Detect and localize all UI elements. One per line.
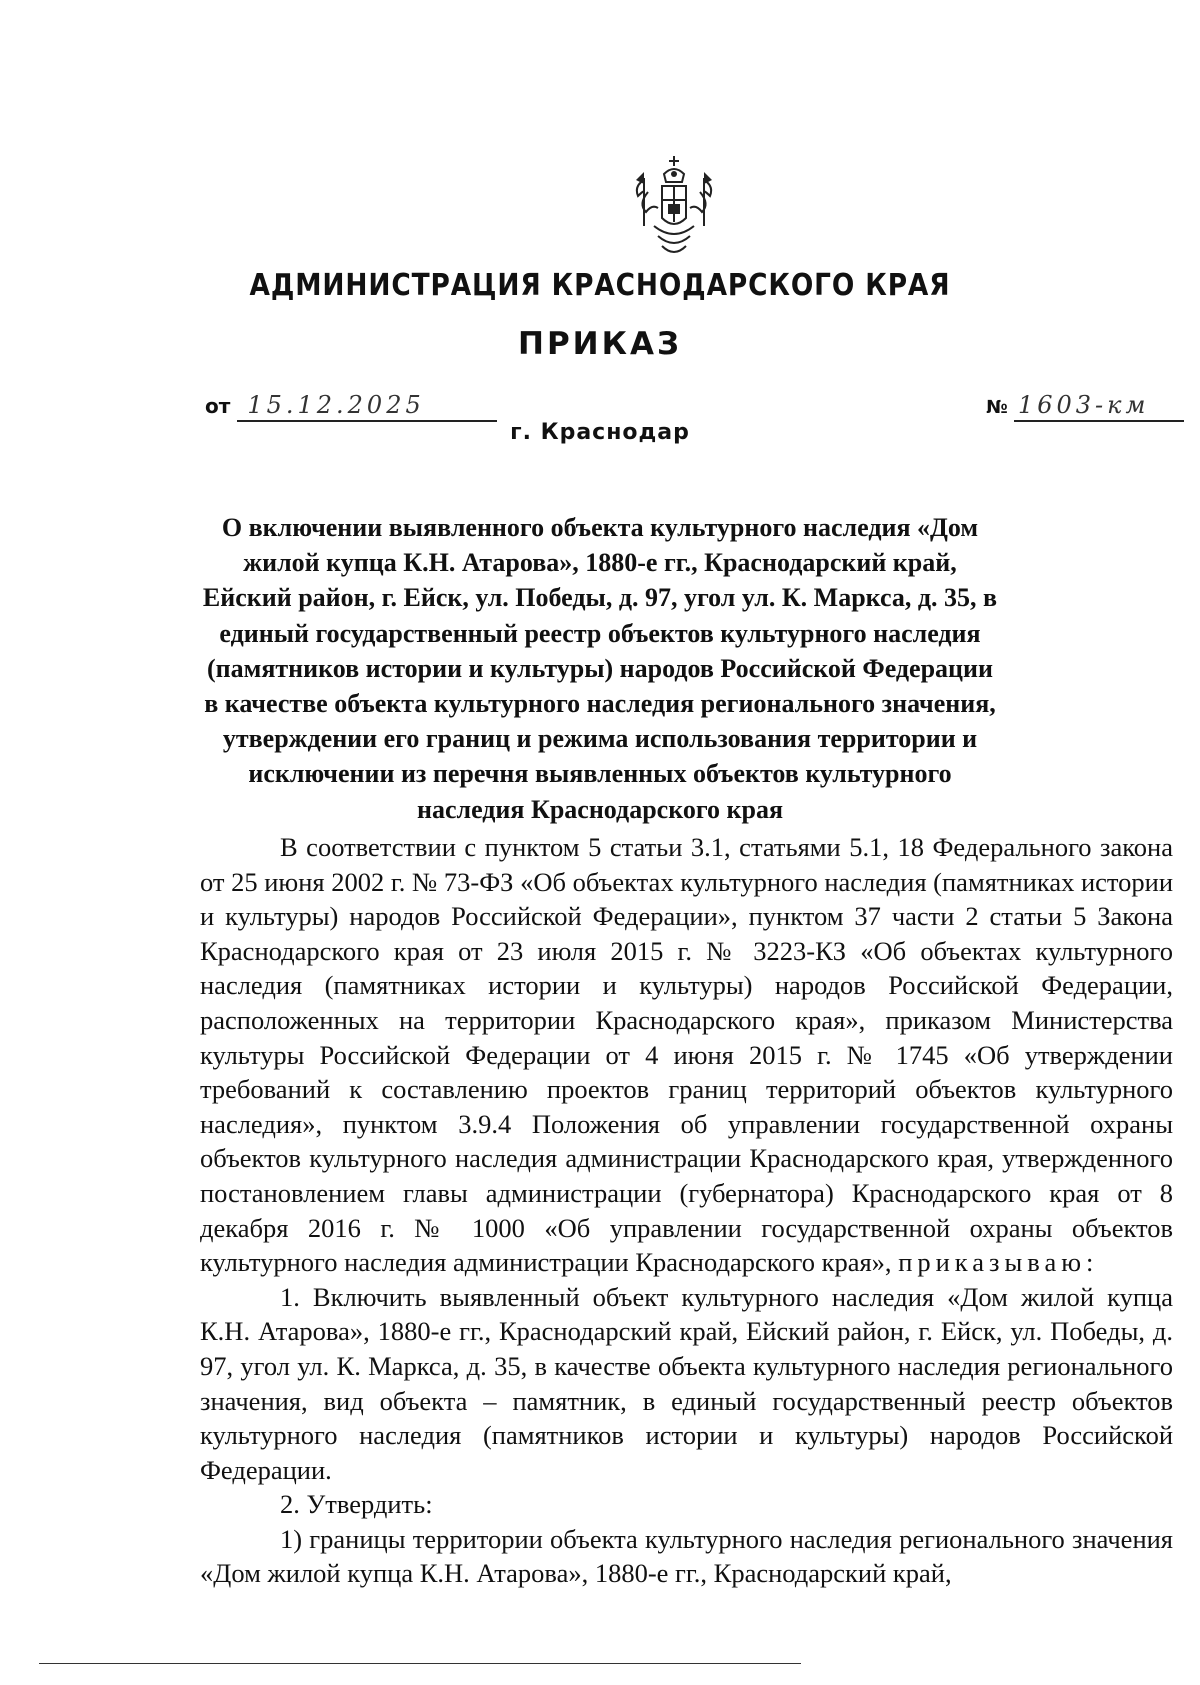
- organization-name: АДМИНИСТРАЦИЯ КРАСНОДАРСКОГО КРАЯ: [249, 268, 951, 303]
- date-value: 15.12.2025: [237, 392, 497, 422]
- preamble-text: В соответствии с пунктом 5 статьи 3.1, статьями 5.1, 18 Федерального закона от 25 июня 2002 г. № 73-ФЗ «Об объектах культурного наследия (памятниках истории и культуры) народов Российской Федерации», пунктом 37 части 2 статьи 5 Закона Краснодарского края от 23 июля 2015 г. № 3223-КЗ «Об объектах культурного наследия (памятниках истории и культуры) народов Российской Федерации, расположенных на территории Краснодарского края», приказом Министерства культуры Российской Федерации от 4 июня 2015 г. № 1745 «Об утверждении требований к составлению проектов границ территорий объектов культурного наследия», пунктом 3.9.4 Положения об управлении государственной охраны объектов культурного наследия администрации Краснодарского края, утвержденного постановлением главы администрации (губернатора) Краснодарского края от 8 декабря 2016 г. № 1000 «Об управлении государственной охраны объектов культурного наследия администрации Краснодарского края»,: [200, 832, 1173, 1278]
- city: г. Краснодар: [510, 420, 690, 445]
- number-prefix: №: [986, 397, 1008, 418]
- document-type: ПРИКАЗ: [518, 326, 682, 362]
- order-word: приказываю:: [898, 1247, 1099, 1278]
- number-value: 1603-км: [1014, 392, 1184, 422]
- footer-divider: [39, 1663, 801, 1664]
- item-1: 1. Включить выявленный объект культурного наследия «Дом жилой купца К.Н. Атарова», 1880-е гг., Краснодарский край, Ейский район, г. Ейск, ул. Победы, д. 97, угол ул. К. Маркса, д. 35, в качестве объекта культурного наследия регионального значения, вид объекта – памятник, в единый государственный реестр объектов культурного наследия (памятников истории и культуры) народов Российской Федерации.: [200, 1281, 1173, 1485]
- item-2-1: 1) границы территории объекта культурного наследия регионального значения «Дом жилой купца К.Н. Атарова», 1880-е гг., Краснодарский край,: [200, 1523, 1173, 1589]
- document-date: [205, 392, 497, 422]
- date-prefix: от: [205, 394, 231, 418]
- item-2: 2. Утвердить:: [280, 1489, 433, 1520]
- document-number: [986, 392, 1184, 422]
- coat-of-arms-icon: [632, 152, 716, 264]
- document-title: О включении выявленного объекта культурного наследия «Дом жилой купца К.Н. Атарова», 1880-е гг., Краснодарский край, Ейский район, г. Ейск, ул. Победы, д. 97, угол ул. К. Маркса, д. 35, в единый государственный реестр объектов культурного наследия (памятников истории и культуры) народов Российской Федерации в качестве объекта культурного наследия регионального значения, утверждении его границ и режима использования территории и исключении из перечня выявленных объектов культурного наследия Краснодарского края: [202, 513, 998, 824]
- preamble-paragraph: [200, 830, 1173, 1280]
- document-body: [200, 830, 1173, 1591]
